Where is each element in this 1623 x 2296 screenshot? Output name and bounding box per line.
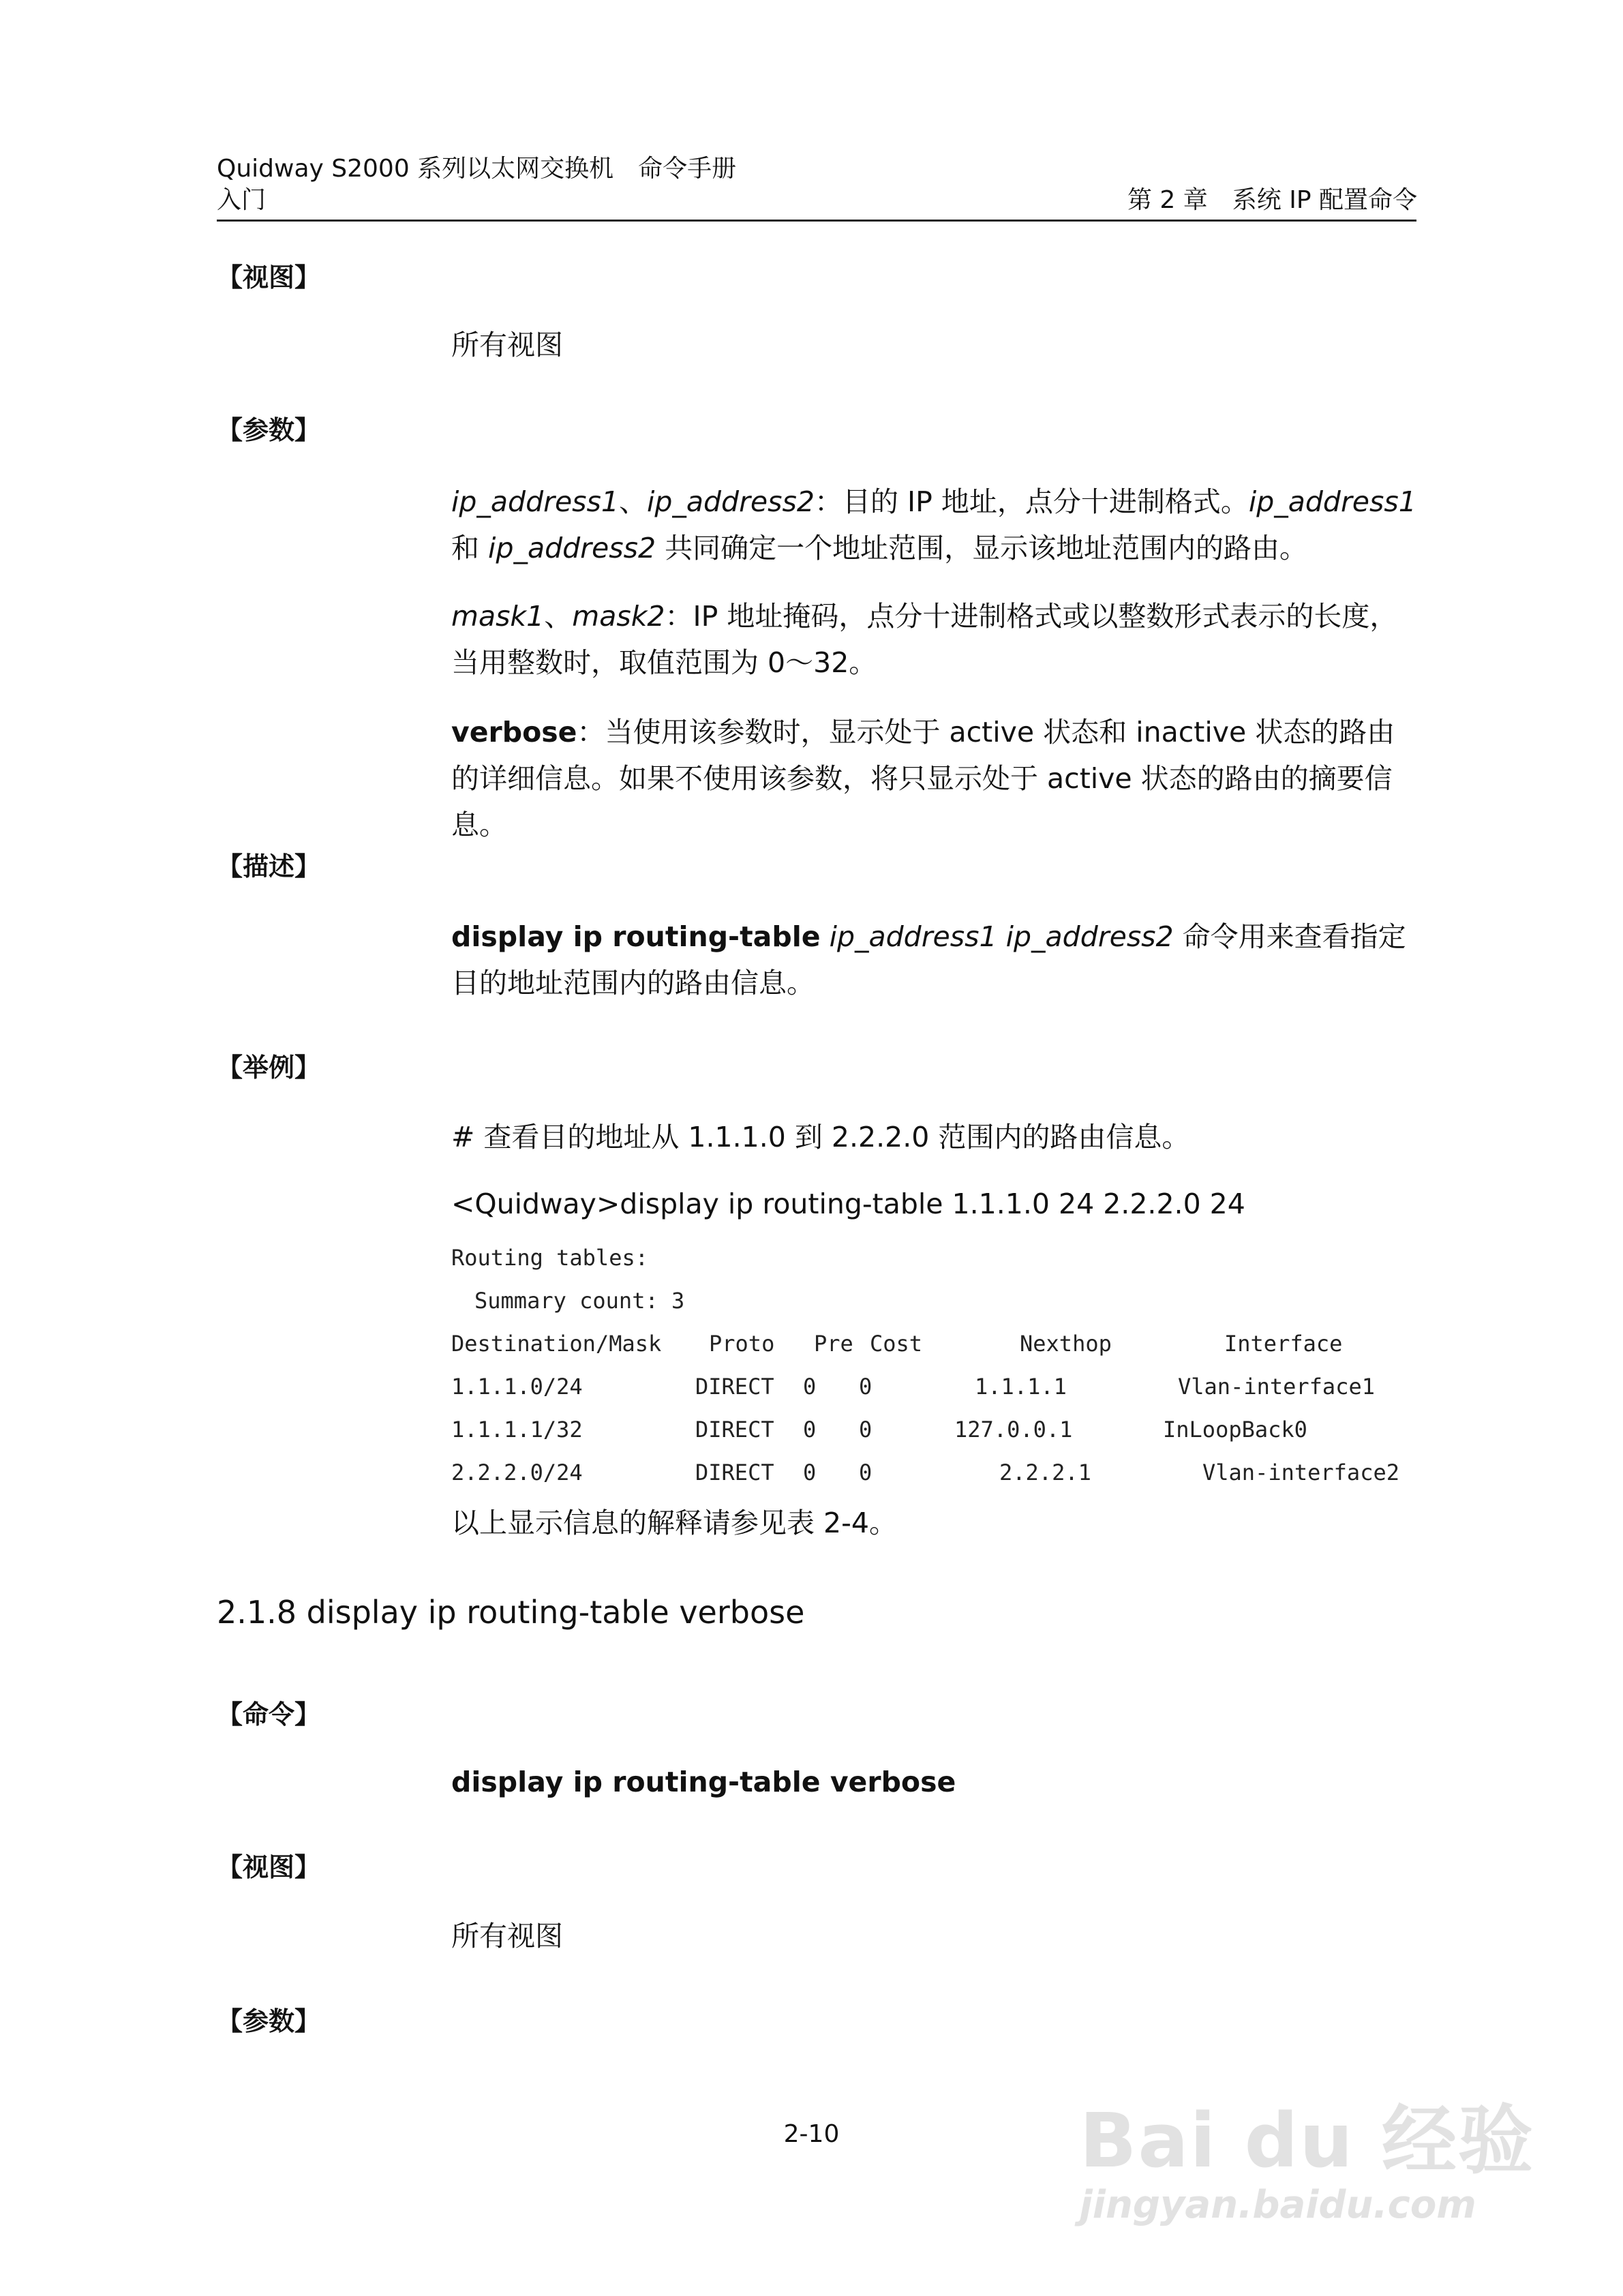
param-desc: 共同确定一个地址范围，显示该地址范围内的路由。 (656, 532, 1308, 564)
output-summary: Summary count: 3 (474, 1288, 685, 1314)
col-header-pre: Pre (814, 1331, 853, 1357)
desc-command: display ip routing-table (451, 920, 821, 953)
param-desc: ：当使用该参数时，显示处于 active 状态和 inactive 状态的路由的详细信息。如果不使用该参数，将只显示处于 active 状态的路由的摘要信息。 (451, 716, 1395, 841)
param-name: mask1 (451, 600, 545, 633)
col-header-nexthop: Nexthop (1020, 1331, 1112, 1357)
col-header-cost: Cost (870, 1331, 923, 1357)
desc-arg: ip_address2 (1005, 920, 1174, 953)
param-ip-address (451, 479, 1418, 571)
view-text-2: 所有视图 (451, 1920, 563, 1952)
example-note: 以上显示信息的解释请参见表 2-4。 (451, 1507, 897, 1539)
section-params-heading: 【参数】 (217, 415, 321, 445)
header-title: Quidway S2000 系列以太网交换机 命令手册 (217, 155, 737, 183)
param-sep: 、 (618, 485, 647, 518)
param-name: ip_address2 (646, 485, 815, 518)
cell-proto: DIRECT (695, 1417, 774, 1442)
cell-interface: Vlan-interface1 (1178, 1374, 1375, 1400)
section-desc-heading: 【描述】 (217, 851, 321, 881)
cell-pre: 0 (803, 1460, 817, 1485)
cell-destination: 2.2.2.0/24 (451, 1460, 583, 1485)
view-text: 所有视图 (451, 329, 563, 361)
watermark-logo-text: Bai du 经验 (1079, 2097, 1534, 2184)
col-header-proto: Proto (709, 1331, 775, 1357)
header-subtitle: 入门 (217, 186, 267, 214)
param-mask (451, 593, 1418, 686)
cell-nexthop: 127.0.0.1 (954, 1417, 1073, 1442)
header-chapter: 第 2 章 系统 IP 配置命令 (1127, 186, 1417, 214)
cell-cost: 0 (859, 1417, 873, 1442)
section-view-heading: 【视图】 (217, 262, 321, 292)
cell-interface: InLoopBack0 (1163, 1417, 1307, 1442)
baidu-watermark (1079, 2097, 1534, 2229)
example-command: <Quidway>display ip routing-table 1.1.1.0 24 2.2.2.0 24 (451, 1188, 1245, 1220)
desc-arg: ip_address1 (829, 920, 997, 953)
param-name: verbose (451, 716, 577, 749)
cell-nexthop: 1.1.1.1 (975, 1374, 1067, 1400)
output-title: Routing tables: (451, 1245, 648, 1271)
section-2-1-8-title: 2.1.8 display ip routing-table verbose (217, 1594, 805, 1631)
example-intro: # 查看目的地址从 1.1.1.0 到 2.2.2.0 范围内的路由信息。 (451, 1121, 1190, 1153)
section-example-heading: 【举例】 (217, 1053, 321, 1083)
param-name: ip_address1 (451, 485, 619, 518)
cell-interface: Vlan-interface2 (1202, 1460, 1399, 1485)
param-verbose (451, 709, 1418, 848)
param-desc: 和 (451, 532, 489, 564)
cell-pre: 0 (803, 1417, 817, 1442)
desc-text (451, 913, 1418, 1006)
section-view-heading-2: 【视图】 (217, 1852, 321, 1882)
cell-nexthop: 2.2.2.1 (999, 1460, 1091, 1485)
section-command-heading: 【命令】 (217, 1700, 321, 1729)
col-header-interface: Interface (1224, 1331, 1343, 1357)
desc-rest: 命令用来查看指定目的地址范围内的路由信息。 (451, 920, 1406, 999)
cell-destination: 1.1.1.0/24 (451, 1374, 583, 1400)
cell-pre: 0 (803, 1374, 817, 1400)
cell-proto: DIRECT (695, 1460, 774, 1485)
cell-destination: 1.1.1.1/32 (451, 1417, 583, 1442)
param-sep: 、 (544, 600, 573, 633)
cell-cost: 0 (859, 1374, 873, 1400)
watermark-url: jingyan.baidu.com (1079, 2183, 1476, 2227)
param-name: mask2 (572, 600, 665, 633)
cell-cost: 0 (859, 1460, 873, 1485)
page-number: 2-10 (783, 2120, 840, 2148)
header-rule (217, 220, 1416, 222)
command-text: display ip routing-table verbose (451, 1766, 956, 1798)
param-desc: ：IP 地址掩码，点分十进制格式或以整数形式表示的长度，当用整数时，取值范围为 0～32。 (451, 600, 1398, 679)
cell-proto: DIRECT (695, 1374, 774, 1400)
section-params-heading-2: 【参数】 (217, 2006, 321, 2036)
param-desc: ：目的 IP 地址，点分十进制格式。 (814, 485, 1249, 518)
col-header-destination: Destination/Mask (451, 1331, 662, 1357)
param-name: ip_address2 (488, 532, 656, 564)
param-name: ip_address1 (1248, 485, 1416, 518)
